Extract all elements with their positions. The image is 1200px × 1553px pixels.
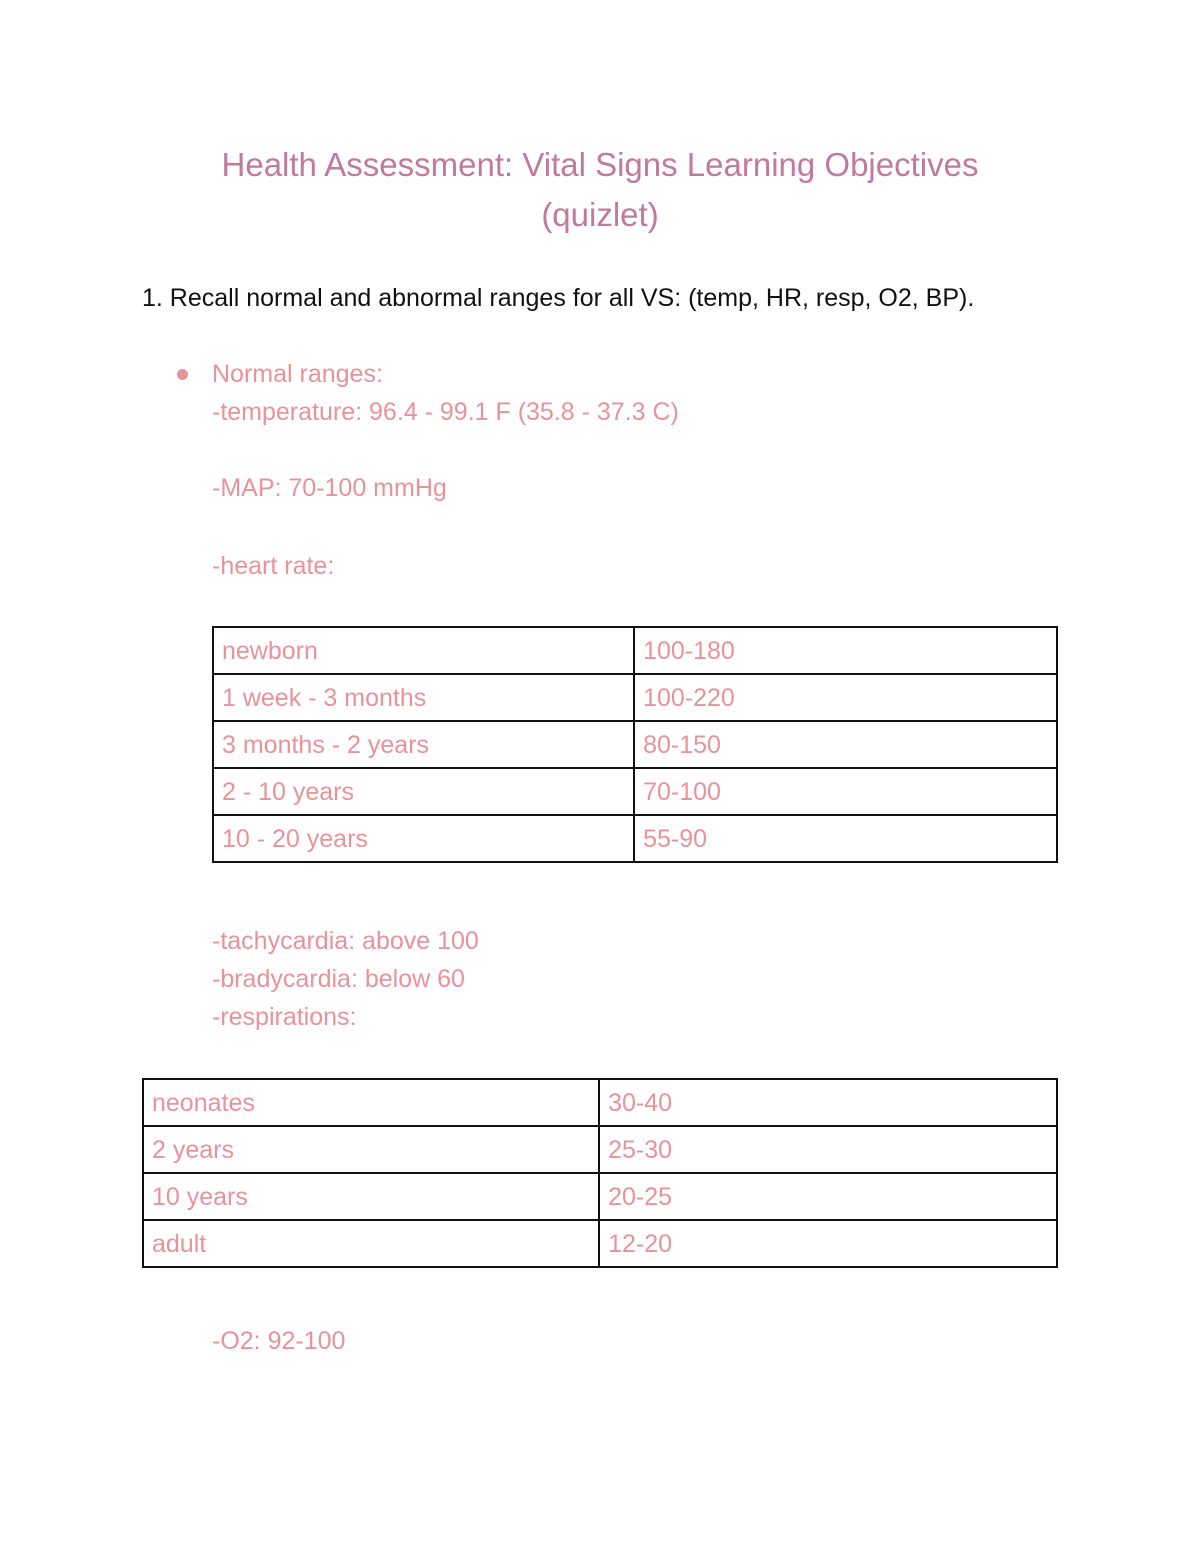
table-cell-range: 12-20 (599, 1220, 1057, 1267)
table-row (143, 1126, 1057, 1173)
respirations-table (142, 1078, 1058, 1268)
table-cell-age: 2 years (143, 1126, 599, 1173)
table-row (213, 768, 1057, 815)
objective-1: 1. Recall normal and abnormal ranges for all VS: (temp, HR, resp, O2, BP). (142, 284, 975, 312)
table-row (213, 721, 1057, 768)
table-row (143, 1173, 1057, 1220)
normal-ranges-heading: Normal ranges: (212, 360, 383, 388)
table-cell-age: 1 week - 3 months (213, 674, 634, 721)
table-cell-range: 100-220 (634, 674, 1057, 721)
table-cell-range: 80-150 (634, 721, 1057, 768)
table-cell-range: 20-25 (599, 1173, 1057, 1220)
table-cell-age: 10 years (143, 1173, 599, 1220)
table-cell-range: 30-40 (599, 1079, 1057, 1126)
tachycardia-threshold: -tachycardia: above 100 (212, 927, 479, 955)
bradycardia-threshold: -bradycardia: below 60 (212, 965, 465, 993)
heart-rate-table (212, 626, 1058, 863)
heart-rate-label: -heart rate: (212, 552, 335, 580)
table-row (213, 815, 1057, 862)
temperature-range: -temperature: 96.4 - 99.1 F (35.8 - 37.3 C) (212, 398, 679, 426)
table-cell-range: 25-30 (599, 1126, 1057, 1173)
o2-range: -O2: 92-100 (212, 1327, 346, 1355)
table-cell-age: newborn (213, 627, 634, 674)
table-cell-range: 70-100 (634, 768, 1057, 815)
table-row (213, 674, 1057, 721)
document-title: Health Assessment: Vital Signs Learning Objectives (221, 146, 979, 183)
table-cell-age: 10 - 20 years (213, 815, 634, 862)
bullet-icon (177, 369, 188, 380)
table-cell-age: adult (143, 1220, 599, 1267)
table-cell-age: 3 months - 2 years (213, 721, 634, 768)
table-row (143, 1079, 1057, 1126)
map-range: -MAP: 70-100 mmHg (212, 474, 447, 502)
table-cell-range: 100-180 (634, 627, 1057, 674)
table-cell-age: 2 - 10 years (213, 768, 634, 815)
table-row (143, 1220, 1057, 1267)
document-title-source: (quizlet) (541, 196, 659, 233)
table-cell-age: neonates (143, 1079, 599, 1126)
respirations-label: -respirations: (212, 1003, 357, 1031)
table-row (213, 627, 1057, 674)
table-cell-range: 55-90 (634, 815, 1057, 862)
